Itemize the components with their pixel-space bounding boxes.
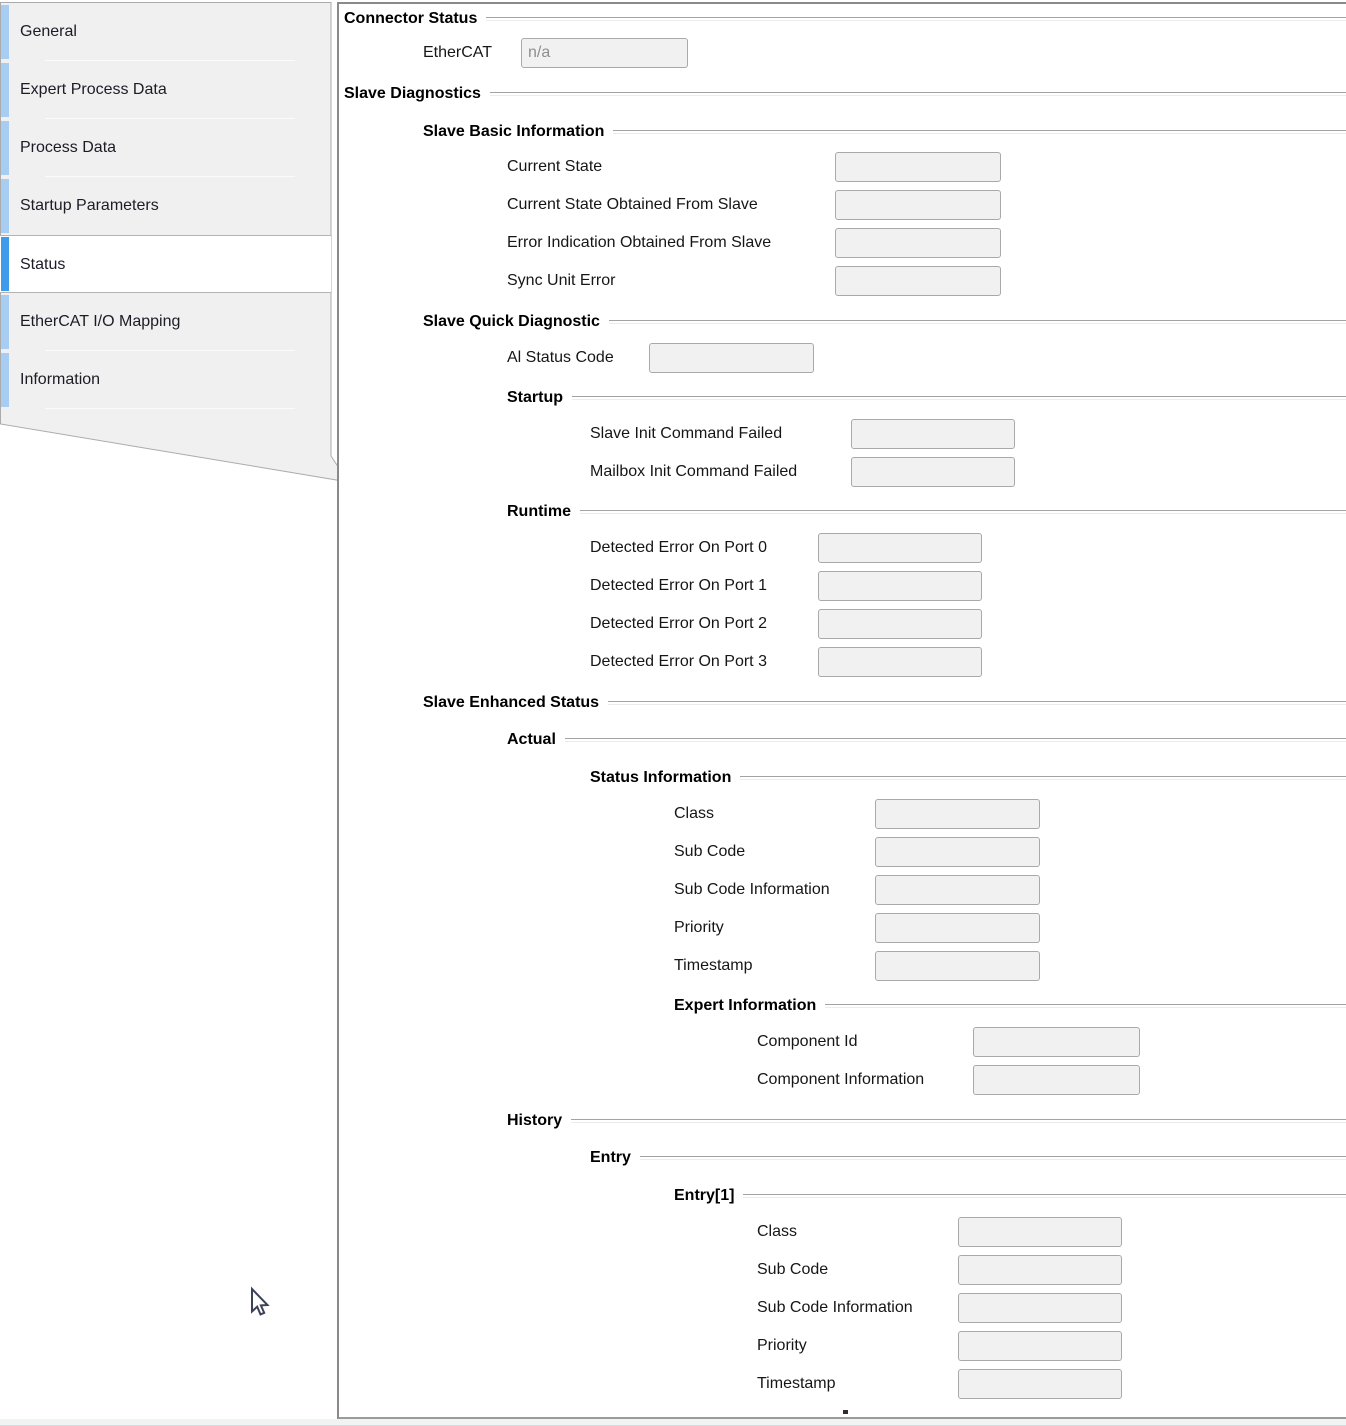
field-row-entry1-timestamp — [339, 1369, 1346, 1399]
field-label: Class — [757, 1223, 798, 1240]
actual-class-field[interactable] — [875, 799, 1040, 829]
field-label: Sub Code Information — [757, 1299, 913, 1316]
field-row-current-state — [339, 152, 1346, 182]
section-divider — [743, 1194, 1346, 1198]
actual-sub-code-field[interactable] — [875, 837, 1040, 867]
tab-label: Information — [20, 371, 101, 388]
section-divider — [825, 1004, 1346, 1008]
field-row-actual-sub-code — [339, 837, 1346, 867]
tab-accent-strip — [1, 63, 9, 117]
section-divider — [486, 17, 1346, 21]
field-label: Detected Error On Port 0 — [590, 539, 767, 556]
detected-error-port-3-field[interactable] — [818, 647, 982, 677]
section-header-status-information — [590, 769, 1346, 787]
section-divider — [613, 130, 1346, 134]
section-divider — [490, 92, 1346, 96]
field-label: Mailbox Init Command Failed — [590, 463, 798, 480]
section-divider — [565, 738, 1346, 742]
field-label: Sync Unit Error — [507, 272, 616, 289]
field-row-slave-init-command-failed — [339, 419, 1346, 449]
field-row-detected-error-port-0 — [339, 533, 1346, 563]
detected-error-port-1-field[interactable] — [818, 571, 982, 601]
mouse-cursor — [246, 1286, 272, 1320]
section-title: Startup — [507, 389, 563, 406]
tab-label: Status — [20, 256, 66, 273]
sidebar-tab-strip — [0, 0, 348, 486]
section-title: Slave Diagnostics — [344, 85, 481, 102]
field-row-detected-error-port-1 — [339, 571, 1346, 601]
tab-accent-strip — [1, 121, 9, 175]
sidebar-tab-ethercat-io-mapping[interactable] — [0, 293, 331, 351]
field-label: Sub Code — [674, 843, 746, 860]
section-title: Actual — [507, 731, 556, 748]
error-indication-field[interactable] — [835, 228, 1001, 258]
section-divider — [608, 701, 1346, 705]
field-row-entry1-sub-code — [339, 1255, 1346, 1285]
section-header-connector-status — [344, 10, 1346, 28]
section-header-actual — [507, 731, 1346, 749]
tab-accent-strip — [1, 5, 9, 59]
current-state-field[interactable] — [835, 152, 1001, 182]
actual-timestamp-field[interactable] — [875, 951, 1040, 981]
field-label: Class — [674, 805, 715, 822]
section-divider — [740, 776, 1346, 780]
field-label: Detected Error On Port 3 — [590, 653, 767, 670]
sidebar-tab-status[interactable] — [0, 235, 331, 293]
slave-init-command-failed-field[interactable] — [851, 419, 1015, 449]
field-row-component-id — [339, 1027, 1346, 1057]
status-page-panel — [337, 2, 1346, 1420]
mailbox-init-command-failed-field[interactable] — [851, 457, 1015, 487]
field-row-detected-error-port-3 — [339, 647, 1346, 677]
sidebar-tab-general[interactable] — [0, 3, 331, 61]
field-label: Component Id — [757, 1033, 858, 1050]
component-id-field[interactable] — [973, 1027, 1140, 1057]
field-label: EtherCAT — [423, 44, 493, 61]
field-label: Component Information — [757, 1071, 925, 1088]
field-row-current-state-obtained — [339, 190, 1346, 220]
current-state-obtained-field[interactable] — [835, 190, 1001, 220]
section-title: Slave Quick Diagnostic — [423, 313, 600, 330]
section-header-history — [507, 1112, 1346, 1130]
tab-label: Expert Process Data — [20, 81, 167, 98]
sync-unit-error-field[interactable] — [835, 266, 1001, 296]
section-title: Expert Information — [674, 997, 817, 1014]
field-label: Timestamp — [757, 1375, 836, 1392]
field-label: Al Status Code — [507, 349, 614, 366]
field-label: Current State — [507, 158, 603, 175]
tab-accent-strip — [1, 237, 9, 291]
field-row-al-status-code — [339, 343, 1346, 373]
sidebar-tab-process-data[interactable] — [0, 119, 331, 177]
section-divider — [571, 1119, 1346, 1123]
field-row-ethercat — [339, 38, 1346, 68]
tab-accent-strip — [1, 353, 9, 407]
detected-error-port-2-field[interactable] — [818, 609, 982, 639]
sidebar-tab-expert-process-data[interactable] — [0, 61, 331, 119]
section-title: Entry — [590, 1149, 631, 1166]
field-row-mailbox-init-command-failed — [339, 457, 1346, 487]
field-row-actual-priority — [339, 913, 1346, 943]
section-header-startup — [507, 389, 1346, 407]
field-label: Priority — [674, 919, 724, 936]
field-row-sync-unit-error — [339, 266, 1346, 296]
field-label: Detected Error On Port 1 — [590, 577, 767, 594]
section-title: Slave Basic Information — [423, 123, 605, 140]
section-divider — [609, 320, 1346, 324]
field-label: Current State Obtained From Slave — [507, 196, 758, 213]
section-header-slave-basic-information — [423, 123, 1346, 141]
field-row-entry1-priority — [339, 1331, 1346, 1361]
section-title: History — [507, 1112, 563, 1129]
section-header-entry — [590, 1149, 1346, 1167]
field-label: Detected Error On Port 2 — [590, 615, 767, 632]
tab-separator — [45, 408, 295, 409]
field-row-entry1-class — [339, 1217, 1346, 1247]
entry1-timestamp-field[interactable] — [958, 1369, 1122, 1399]
entry1-sub-code-field[interactable] — [958, 1255, 1122, 1285]
field-row-component-information — [339, 1065, 1346, 1095]
entry1-priority-field[interactable] — [958, 1331, 1122, 1361]
tab-label: Process Data — [20, 139, 117, 156]
section-divider — [580, 510, 1346, 514]
section-divider — [640, 1156, 1346, 1160]
sidebar-tab-information[interactable] — [0, 351, 331, 409]
ethercat-status-field[interactable] — [521, 38, 688, 68]
actual-priority-field[interactable] — [875, 913, 1040, 943]
section-title: Runtime — [507, 503, 571, 520]
field-label: Sub Code — [757, 1261, 829, 1278]
section-header-entry-1 — [674, 1187, 1346, 1205]
section-title: Connector Status — [344, 10, 478, 27]
tab-accent-strip — [1, 179, 9, 233]
field-label: Timestamp — [674, 957, 753, 974]
field-row-actual-timestamp — [339, 951, 1346, 981]
field-row-error-indication — [339, 228, 1346, 258]
entry1-sub-code-information-field[interactable] — [958, 1293, 1122, 1323]
section-header-runtime — [507, 503, 1346, 521]
entry1-class-field[interactable] — [958, 1217, 1122, 1247]
section-title: Slave Enhanced Status — [423, 694, 600, 711]
tab-label: EtherCAT I/O Mapping — [20, 313, 181, 330]
field-label: Slave Init Command Failed — [590, 425, 783, 442]
section-divider — [572, 396, 1346, 400]
field-label: Error Indication Obtained From Slave — [507, 234, 772, 251]
detected-error-port-0-field[interactable] — [818, 533, 982, 563]
section-header-slave-enhanced-status — [423, 694, 1346, 712]
field-row-entry1-sub-code-information — [339, 1293, 1346, 1323]
clipped-text-fragment — [843, 1410, 848, 1414]
actual-sub-code-information-field[interactable] — [875, 875, 1040, 905]
section-header-expert-information — [674, 997, 1346, 1015]
tab-accent-strip — [1, 295, 9, 349]
sidebar-tab-startup-parameters[interactable] — [0, 177, 331, 235]
al-status-code-field[interactable] — [649, 343, 814, 373]
field-label: Sub Code Information — [674, 881, 830, 898]
section-title: Entry[1] — [674, 1187, 735, 1204]
field-row-detected-error-port-2 — [339, 609, 1346, 639]
tab-label: Startup Parameters — [20, 197, 159, 214]
field-row-actual-class — [339, 799, 1346, 829]
section-header-slave-quick-diagnostic — [423, 313, 1346, 331]
field-row-actual-sub-code-information — [339, 875, 1346, 905]
section-header-slave-diagnostics — [344, 85, 1346, 103]
tab-label: General — [20, 23, 77, 40]
component-information-field[interactable] — [973, 1065, 1140, 1095]
field-label: Priority — [757, 1337, 807, 1354]
section-title: Status Information — [590, 769, 732, 786]
